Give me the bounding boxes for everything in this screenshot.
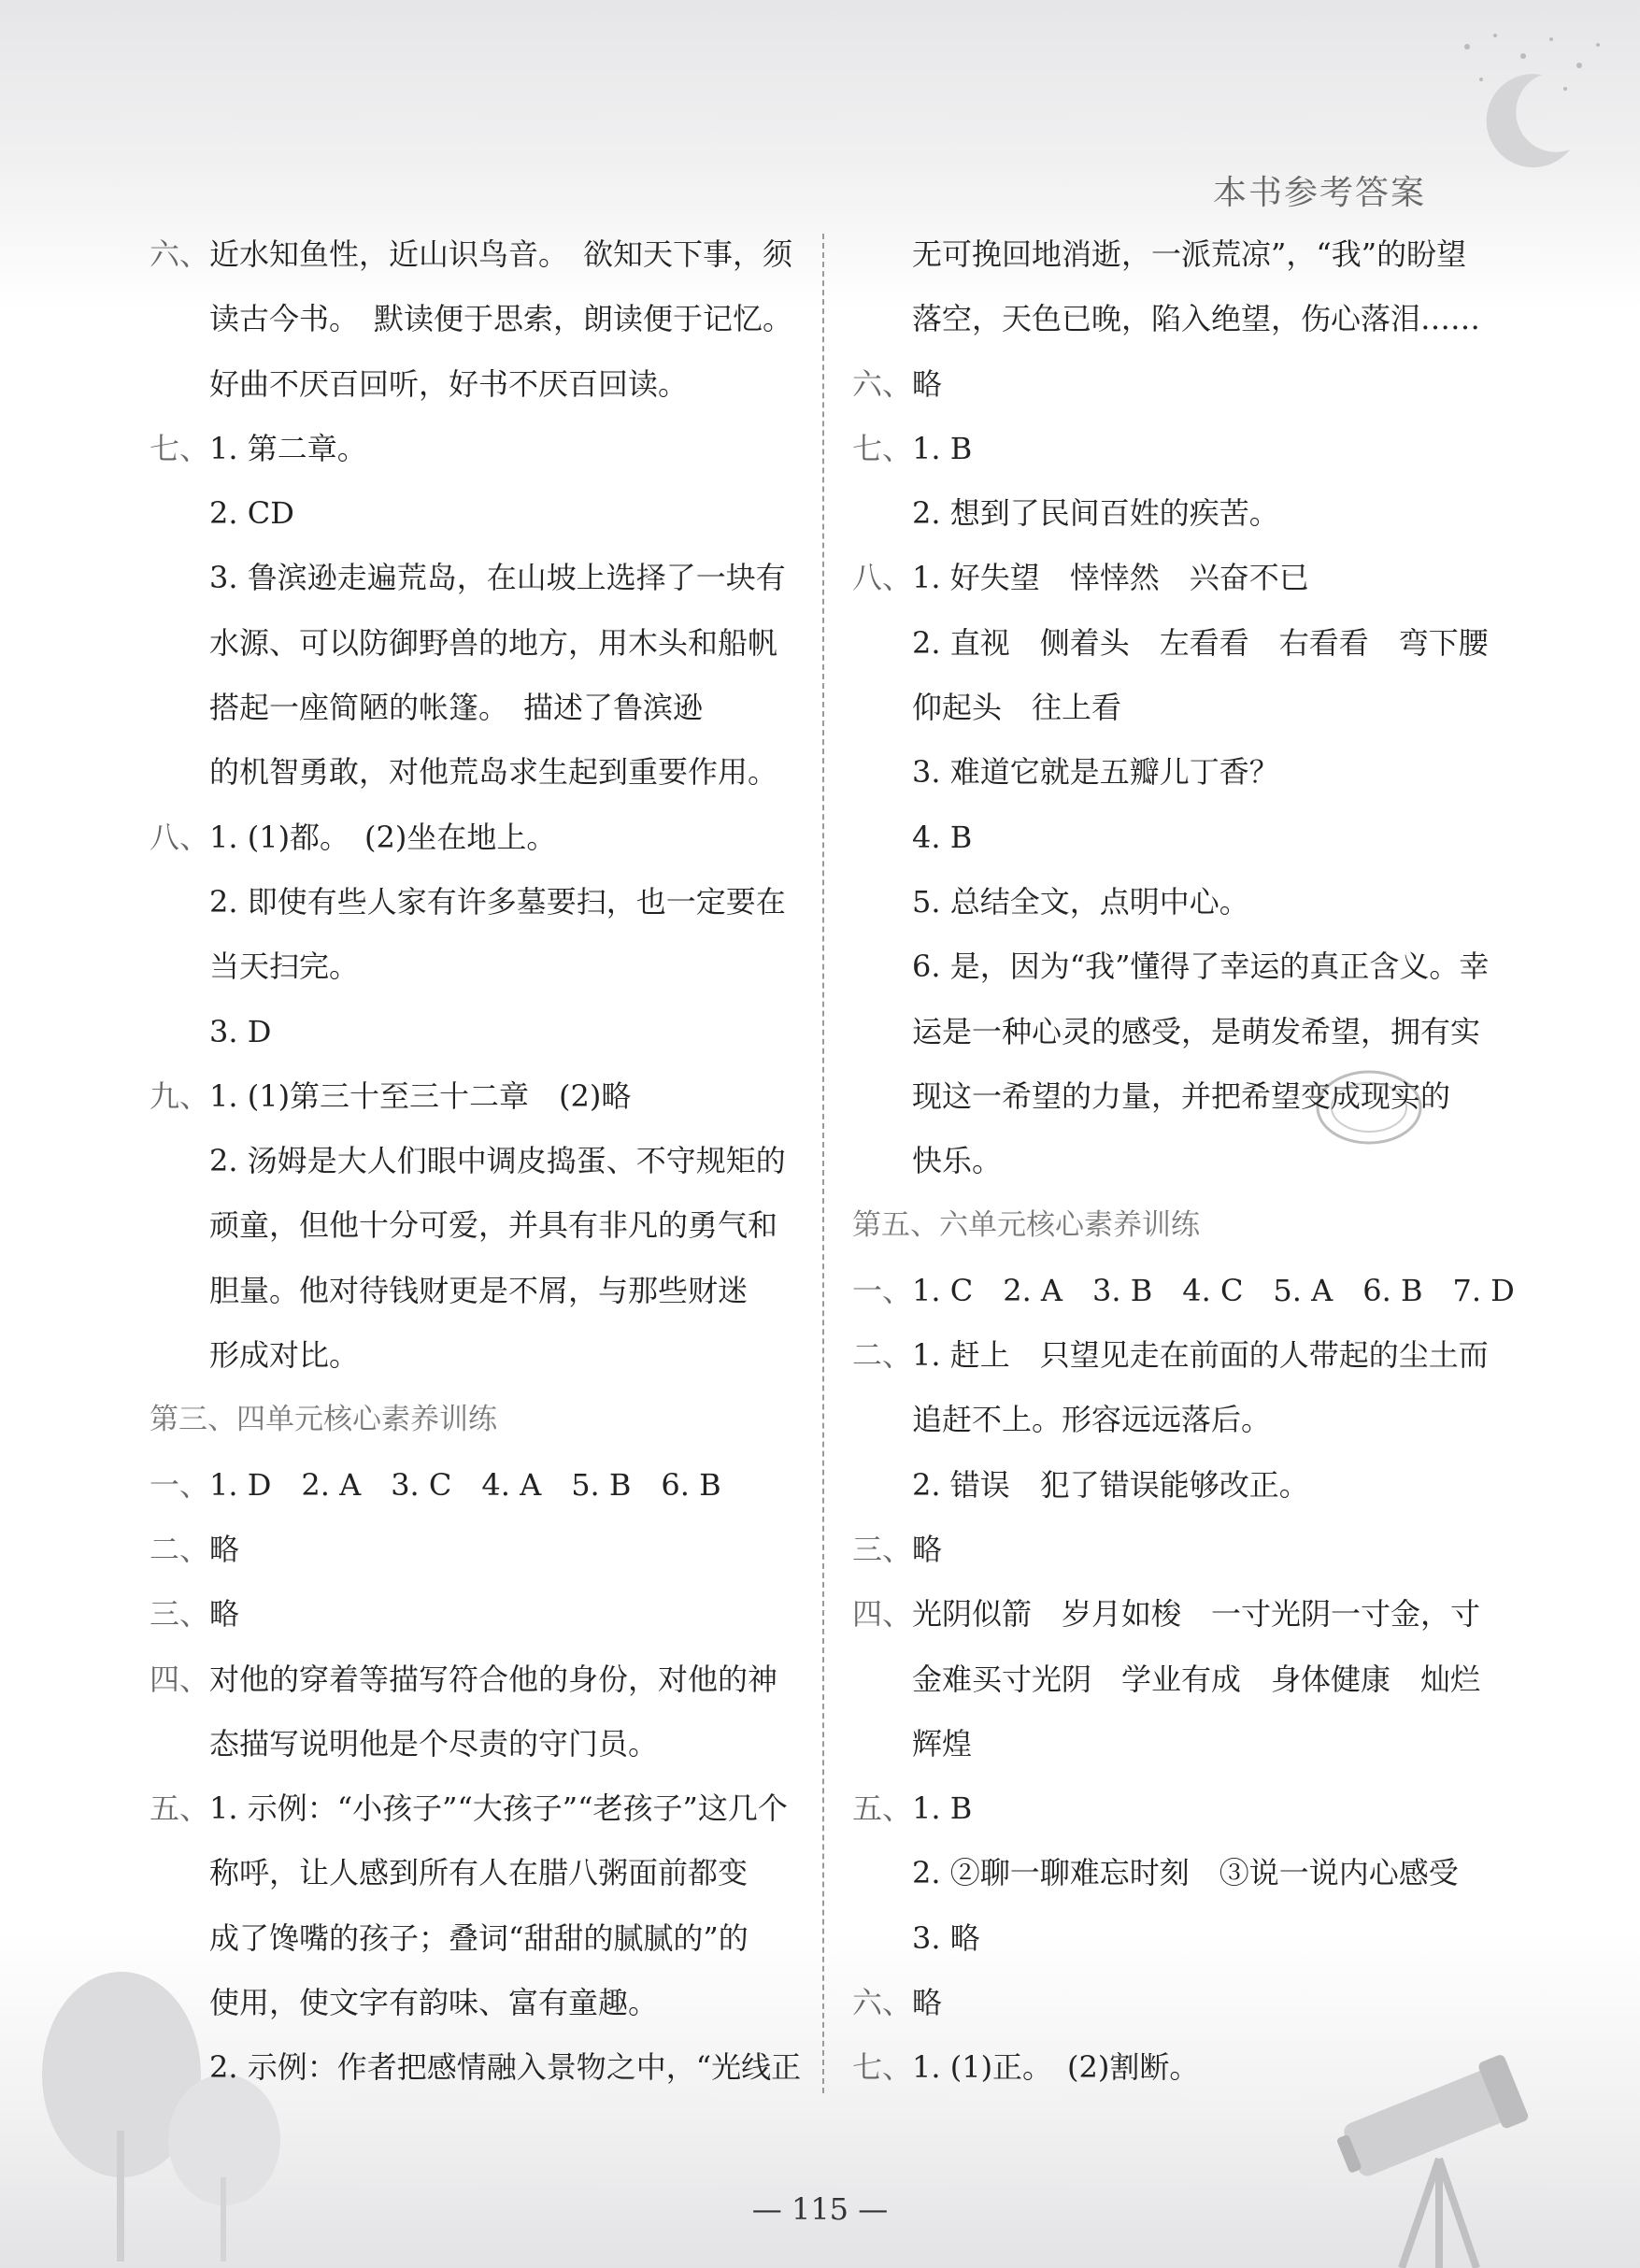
- answer-text: 1. (1)第三十至三十二章 (2)略: [209, 1077, 632, 1114]
- answer-text: 1. B: [912, 1790, 973, 1827]
- answer-line: 3. 略: [912, 1919, 980, 1956]
- answer-text: 略: [912, 1531, 943, 1567]
- answer-line: 使用，使文字有韵味、富有童趣。: [209, 1985, 659, 2021]
- answer-line: 的机智勇敢，对他荒岛求生起到重要作用。: [209, 754, 778, 791]
- answer-line: 态描写说明他是个尽责的守门员。: [209, 1725, 659, 1762]
- answer-line: [150, 417, 804, 481]
- question-number: 三、: [150, 1596, 210, 1633]
- column-divider: [822, 234, 824, 2093]
- answer-line: [852, 1323, 1506, 1388]
- answer-line: 追赶不上。形容远远落后。: [912, 1402, 1272, 1438]
- answer-line: 快乐。: [912, 1143, 1003, 1179]
- question-number: 八、: [852, 560, 913, 596]
- answer-text: 略: [209, 1531, 240, 1567]
- question-number: 一、: [150, 1466, 210, 1503]
- answer-text: 1. 好失望 悻悻然 兴奋不已: [912, 560, 1309, 596]
- answer-text: 1. (1)都。 (2)坐在地上。: [209, 819, 557, 855]
- page-number: — 115 —: [751, 2191, 889, 2227]
- answer-line: 3. 难道它就是五瓣儿丁香？: [912, 754, 1279, 791]
- answer-line: 2. 示例：作者把感情融入景物之中，“光线正: [209, 2049, 802, 2086]
- header-label: 本书参考答案: [1213, 174, 1427, 212]
- question-number: 七、: [150, 430, 210, 466]
- section-heading: 第三、四单元核心素养训练: [150, 1403, 497, 1437]
- answer-line: [852, 352, 1506, 417]
- question-number: 二、: [150, 1531, 210, 1567]
- answer-line: 仰起头 往上看: [912, 690, 1122, 726]
- answer-text: 光阴似箭 岁月如梭 一寸光阴一寸金，寸: [912, 1596, 1481, 1633]
- answer-line: 辉煌: [912, 1725, 973, 1762]
- answer-line: 2. 想到了民间百姓的疾苦。: [912, 495, 1279, 532]
- answer-line: 落空，天色已晚，陷入绝望，伤心落泪……: [912, 301, 1481, 337]
- left-column: [150, 222, 804, 2101]
- question-number: 四、: [852, 1596, 913, 1633]
- answer-line: 3. 鲁滨逊走遍荒岛，在山坡上选择了一块有: [209, 560, 786, 596]
- answer-line: 胆量。他对待钱财更是不屑，与那些财迷: [209, 1272, 749, 1308]
- answer-text: 1. (1)正。 (2)割断。: [912, 2049, 1200, 2086]
- question-number: 六、: [852, 1985, 913, 2021]
- answer-line: [150, 222, 804, 287]
- question-number: 八、: [150, 819, 210, 855]
- answer-line: [150, 1648, 804, 1712]
- answer-line: 金难买寸光阴 学业有成 身体健康 灿烂: [912, 1661, 1481, 1697]
- section-heading: 第五、六单元核心素养训练: [852, 1208, 1200, 1243]
- answer-line: [852, 2035, 1506, 2100]
- answer-line: [150, 1453, 804, 1518]
- answer-line: [852, 546, 1506, 610]
- stars-icon: [1458, 28, 1607, 103]
- answer-line: 现这一希望的力量，并把希望变成现实的: [912, 1077, 1451, 1114]
- question-number: 七、: [852, 2049, 913, 2086]
- question-number: 六、: [150, 236, 210, 272]
- answer-line: 好曲不厌百回听，好书不厌百回读。: [209, 365, 689, 402]
- answer-line: [150, 1518, 804, 1582]
- answer-line: 2. 直视 侧着头 左看看 右看看 弯下腰: [912, 624, 1489, 661]
- answer-line: 搭起一座简陋的帐篷。 描述了鲁滨逊: [209, 690, 704, 726]
- answer-line: [852, 417, 1506, 481]
- answer-line: 2. 即使有些人家有许多墓要扫，也一定要在: [209, 883, 786, 920]
- answer-line: 当天扫完。: [209, 949, 360, 985]
- question-number: 二、: [852, 1337, 913, 1374]
- answer-line: 2. 错误 犯了错误能够改正。: [912, 1466, 1309, 1503]
- answer-line: 4. B: [912, 819, 973, 855]
- answer-text: 略: [912, 1985, 943, 2021]
- answer-text: 对他的穿着等描写符合他的身份，对他的神: [209, 1661, 778, 1697]
- answer-line: [852, 1776, 1506, 1841]
- answer-line: [852, 1518, 1506, 1582]
- answer-line: [852, 1259, 1515, 1323]
- question-number: 一、: [852, 1272, 913, 1308]
- answer-line: [150, 1064, 804, 1129]
- answer-line: 称呼，让人感到所有人在腊八粥面前都变: [209, 1855, 749, 1891]
- answer-line: [852, 1582, 1506, 1647]
- answer-text: 略: [209, 1596, 240, 1633]
- answer-line: 顽童，但他十分可爱，并具有非凡的勇气和: [209, 1207, 778, 1244]
- question-number: 七、: [852, 430, 913, 466]
- answer-line: 形成对比。: [209, 1337, 360, 1374]
- answer-text: 略: [912, 365, 943, 402]
- answer-text: 1. 第二章。: [209, 430, 367, 466]
- question-number: 五、: [150, 1790, 210, 1827]
- answer-line: 水源、可以防御野兽的地方，用木头和船帆: [209, 624, 778, 661]
- question-number: 六、: [852, 365, 913, 402]
- answer-line: 成了馋嘴的孩子；叠词“甜甜的腻腻的”的: [209, 1919, 749, 1956]
- answer-line: 运是一种心灵的感受，是萌发希望，拥有实: [912, 1013, 1481, 1049]
- answer-line: 2. CD: [209, 495, 294, 532]
- question-number: 四、: [150, 1661, 210, 1697]
- answer-text: 1. B: [912, 430, 973, 466]
- answer-text: 1. 赶上 只望见走在前面的人带起的尘土而: [912, 1337, 1489, 1374]
- answer-text: 1. 示例：“小孩子”“大孩子”“老孩子”这几个: [209, 1790, 788, 1827]
- answer-line: 读古今书。 默读便于思索，朗读便于记忆。: [209, 301, 793, 337]
- answer-line: 无可挽回地消逝，一派荒凉”，“我”的盼望: [912, 236, 1467, 272]
- question-number: 三、: [852, 1531, 913, 1567]
- question-number: 九、: [150, 1077, 210, 1114]
- right-column: [852, 222, 1515, 2101]
- answer-line: 2. 汤姆是大人们眼中调皮捣蛋、不守规矩的: [209, 1143, 786, 1179]
- answer-line: [852, 1971, 1506, 2035]
- answer-line: [150, 1582, 804, 1647]
- answer-text: 1. D 2. A 3. C 4. A 5. B 6. B: [209, 1466, 721, 1503]
- answer-text: 1. C 2. A 3. B 4. C 5. A 6. B 7. D: [912, 1272, 1515, 1308]
- answer-line: [150, 1776, 804, 1841]
- answer-line: 5. 总结全文，点明中心。: [912, 883, 1249, 920]
- answer-line: [150, 806, 804, 870]
- answer-line: 2. ②聊一聊难忘时刻 ③说一说内心感受: [912, 1855, 1459, 1891]
- answer-line: 3. D: [209, 1013, 272, 1049]
- answer-line: 6. 是，因为“我”懂得了幸运的真正含义。幸: [912, 949, 1490, 985]
- question-number: 五、: [852, 1790, 913, 1827]
- answer-text: 近水知鱼性，近山识鸟音。 欲知天下事，须: [209, 236, 793, 272]
